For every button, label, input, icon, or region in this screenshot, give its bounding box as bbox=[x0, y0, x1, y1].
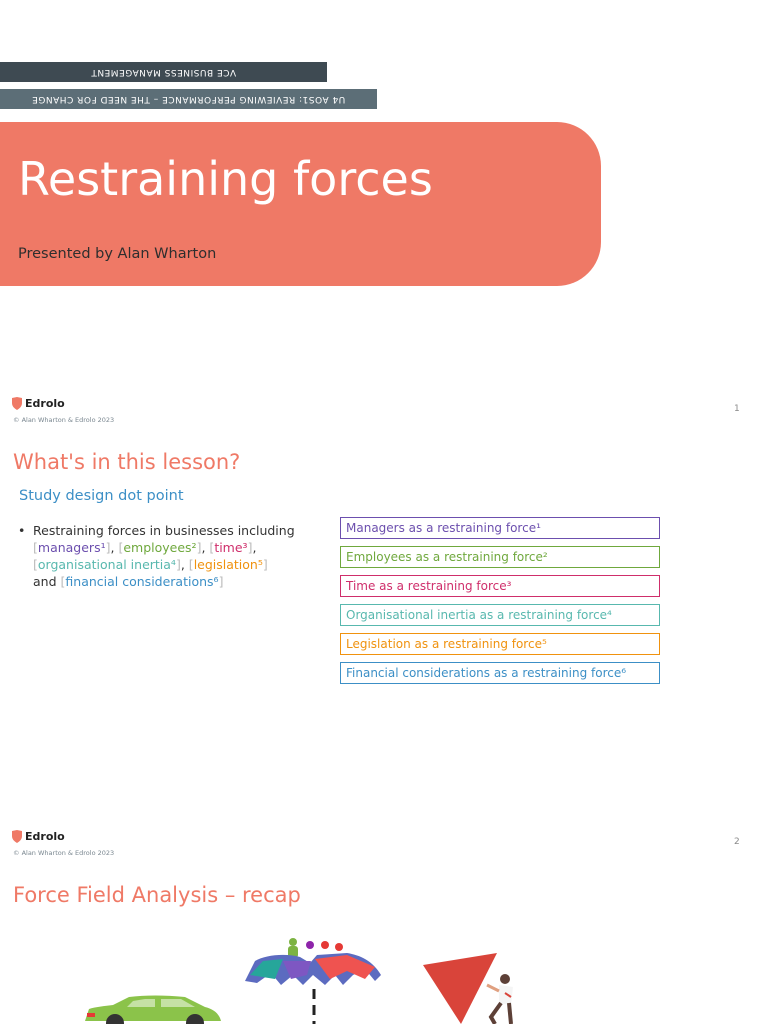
topic-box-label: Managers as a restraining force¹ bbox=[346, 521, 541, 535]
unit-banner-text: U4 AOS1: REVIEWING PERFORMANCE – THE NEED FOR CHANGE bbox=[31, 94, 346, 104]
bullet-item-employees: employees² bbox=[123, 540, 197, 555]
logo-text: Edrolo bbox=[25, 397, 65, 410]
study-design-subheading: Study design dot point bbox=[19, 488, 184, 504]
course-banner bbox=[0, 62, 327, 82]
bullet-item-legislation: legislation⁵ bbox=[193, 557, 263, 572]
crowd-icon bbox=[245, 938, 381, 985]
topic-box-managers[interactable] bbox=[340, 517, 660, 539]
bullet-intro: Restraining forces in businesses including bbox=[33, 523, 295, 538]
topic-box-label: Time as a restraining force³ bbox=[346, 579, 512, 593]
force-field-illustration bbox=[85, 935, 535, 1024]
topic-box-employees[interactable] bbox=[340, 546, 660, 568]
bullet-item-time: time³ bbox=[214, 540, 248, 555]
car-icon bbox=[85, 996, 221, 1024]
bullet-item-financial: financial considerations⁶ bbox=[65, 574, 219, 589]
slide-title: Restraining forces bbox=[18, 152, 433, 206]
topic-box-label: Financial considerations as a restraining force⁶ bbox=[346, 666, 627, 680]
course-banner-text: VCE BUSINESS MANAGEMENT bbox=[90, 67, 237, 77]
presenter-text: Presented by Alan Wharton bbox=[18, 246, 217, 262]
person-pushing-triangle-icon bbox=[423, 953, 513, 1024]
topic-box-inertia[interactable] bbox=[340, 604, 660, 626]
unit-banner bbox=[0, 89, 377, 109]
logo-text: Edrolo bbox=[25, 830, 65, 843]
edrolo-logo bbox=[12, 830, 65, 843]
bullet-item-inertia: organisational inertia⁴ bbox=[37, 557, 176, 572]
copyright: © Alan Wharton & Edrolo 2023 bbox=[13, 849, 115, 857]
topic-box-label: Organisational inertia as a restraining force⁴ bbox=[346, 608, 612, 622]
copyright: © Alan Wharton & Edrolo 2023 bbox=[13, 416, 115, 424]
bullet-dot: • bbox=[18, 523, 26, 538]
lesson-heading: What's in this lesson? bbox=[13, 450, 241, 474]
topic-box-time[interactable] bbox=[340, 575, 660, 597]
topic-box-label: Legislation as a restraining force⁵ bbox=[346, 637, 547, 651]
study-design-bullet: • Restraining forces in businesses including [managers¹], [employees²], [time³], [organisational inertia⁴], [legislation⁵] and [financial considerations⁶] bbox=[18, 523, 295, 589]
topic-box-legislation[interactable] bbox=[340, 633, 660, 655]
recap-heading: Force Field Analysis – recap bbox=[13, 883, 301, 907]
topic-box-label: Employees as a restraining force² bbox=[346, 550, 548, 564]
bullet-and: and bbox=[33, 574, 57, 589]
edrolo-logo bbox=[12, 397, 65, 410]
shield-icon bbox=[12, 830, 22, 843]
shield-icon bbox=[12, 397, 22, 410]
topic-box-financial[interactable] bbox=[340, 662, 660, 684]
page-number: 2 bbox=[734, 837, 740, 847]
bullet-item-managers: managers¹ bbox=[37, 540, 106, 555]
page-number: 1 bbox=[734, 404, 740, 414]
